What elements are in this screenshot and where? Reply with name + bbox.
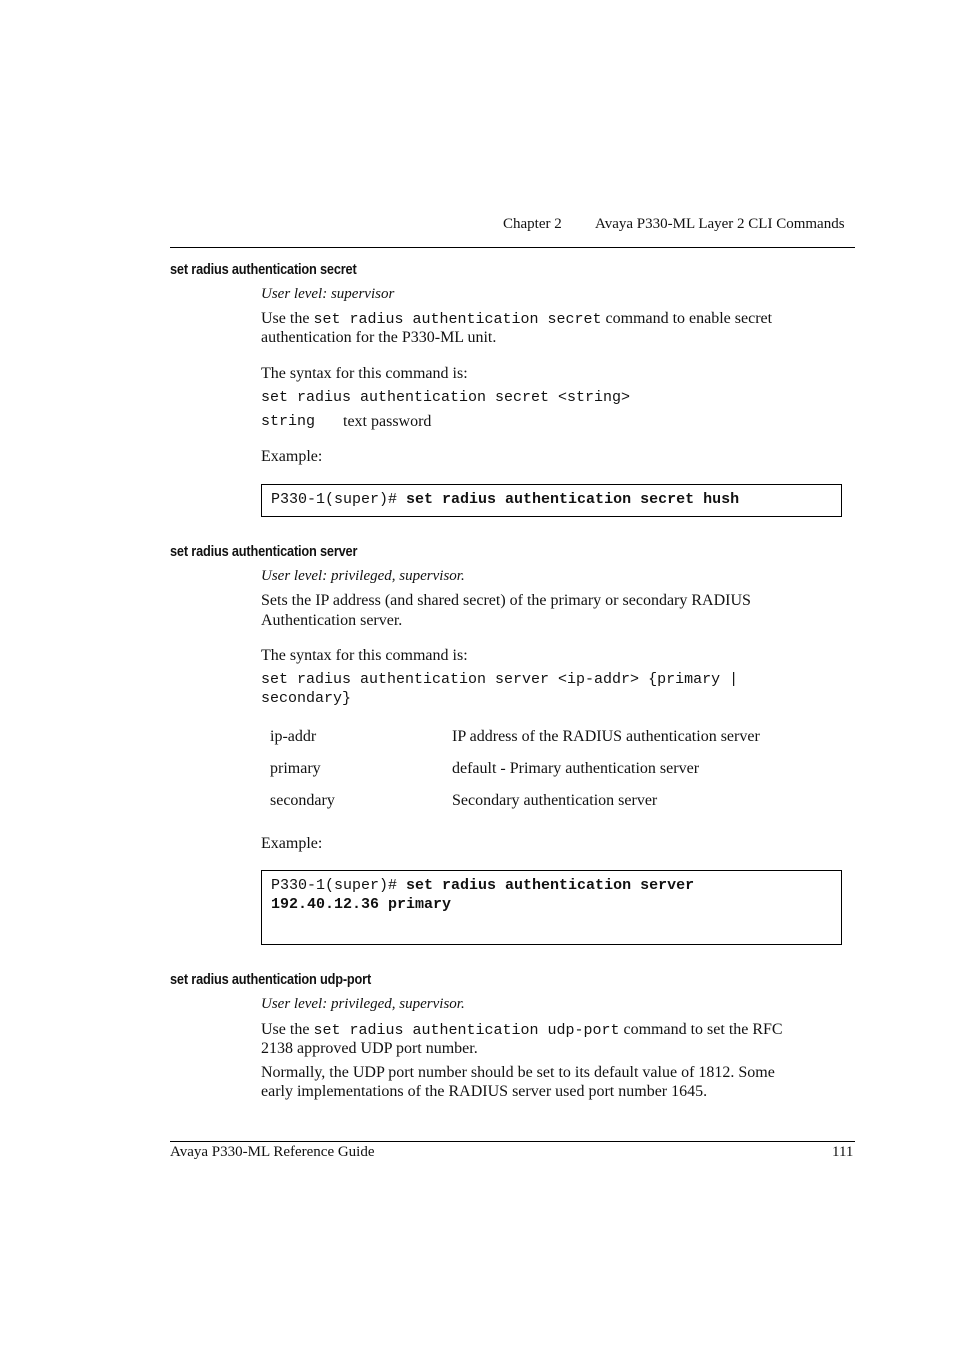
description-secret [261,309,772,330]
footer-rule [170,1141,855,1142]
example-code-server-line2 [271,896,451,913]
user-level-server: User level: privileged, supervisor. [261,568,465,584]
syntax-server-line1: set radius authentication server <ip-addr> {primary | [261,671,739,688]
description-udp-port [261,1020,783,1041]
section-heading-udp-port: set radius authentication udp-port [170,972,372,988]
header-title: Avaya P330-ML Layer 2 CLI Commands [595,216,845,232]
example-command-cont: 192.40.12.36 primary [271,896,452,913]
example-command: set radius authentication server [406,877,695,894]
syntax-intro-secret: The syntax for this command is: [261,365,468,382]
param-desc-ip-addr: IP address of the RADIUS authentication server [452,728,760,745]
user-level-udp-port: User level: privileged, supervisor. [261,996,465,1012]
syntax-secret: set radius authentication secret <string> [261,389,631,406]
example-label-server: Example: [261,835,323,852]
param-desc-string: text password [343,413,432,430]
desc-pre: Use the [261,310,314,327]
param-name-string: string [261,413,316,430]
footer-page-number: 111 [832,1144,854,1160]
desc-pre: Use the [261,1021,314,1038]
description-secret-line2: authentication for the P330-ML unit. [261,329,497,346]
param-name-ip-addr: ip-addr [270,728,317,745]
syntax-server-line2: secondary} [261,690,352,707]
param-name-secondary: secondary [270,792,335,809]
example-label-secret: Example: [261,448,323,465]
desc-command: set radius authentication udp-port [313,1022,620,1039]
note-udp-port-line2: early implementations of the RADIUS server used port number 1645. [261,1083,708,1100]
user-level-secret: User level: supervisor [261,286,395,302]
note-udp-port-line1: Normally, the UDP port number should be set to its default value of 1812. Some [261,1064,775,1081]
section-heading-server: set radius authentication server [170,544,358,560]
example-code-secret [271,491,739,508]
header-rule [170,247,855,248]
syntax-intro-server: The syntax for this command is: [261,647,468,664]
description-udp-port-line2: 2138 approved UDP port number. [261,1040,478,1057]
example-prompt: P330-1(super)# [271,491,407,508]
param-desc-primary: default - Primary authentication server [452,760,700,777]
example-code-server-line1 [271,877,694,894]
desc-post: command to enable secret [601,310,773,327]
description-server-line2: Authentication server. [261,612,403,629]
header-chapter: Chapter 2 [503,216,562,232]
example-box-secret [261,484,842,517]
example-prompt: P330-1(super)# [271,877,407,894]
desc-command: set radius authentication secret [313,311,602,328]
example-box-server [261,870,842,945]
example-command: set radius authentication secret hush [406,491,740,508]
param-desc-secondary: Secondary authentication server [452,792,658,809]
footer-guide-title: Avaya P330-ML Reference Guide [170,1144,375,1160]
section-heading-secret: set radius authentication secret [170,262,357,278]
description-server-line1: Sets the IP address (and shared secret) of the primary or secondary RADIUS [261,592,751,609]
desc-post: command to set the RFC [619,1021,783,1038]
param-name-primary: primary [270,760,321,777]
